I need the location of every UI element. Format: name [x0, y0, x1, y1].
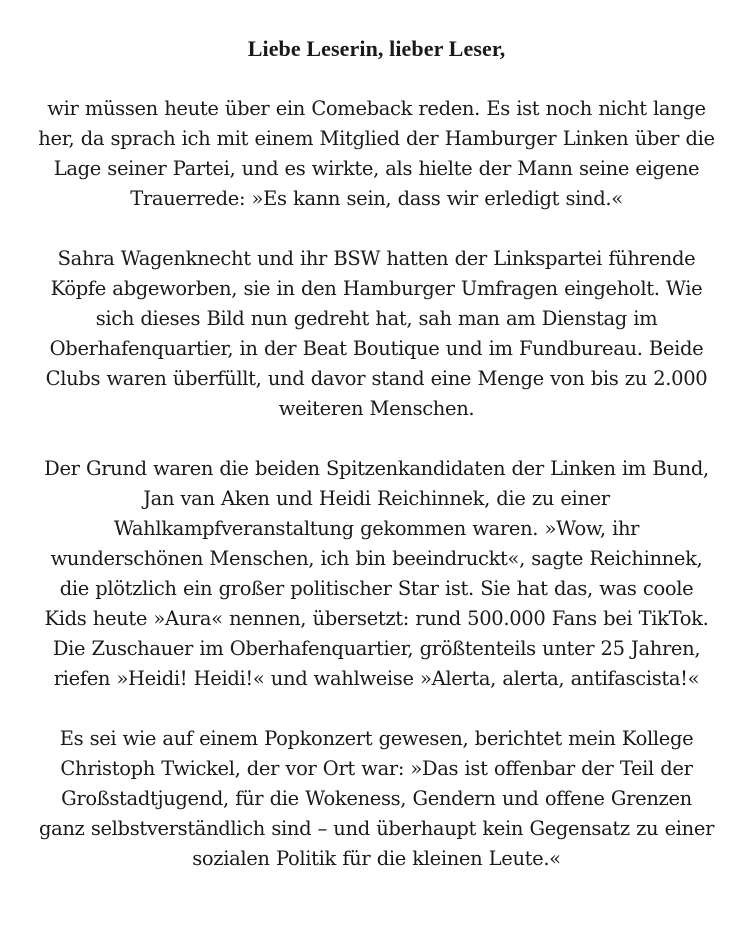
letter-paragraph-3: Der Grund waren die beiden Spitzenkandidaten der Linken im Bund, Jan van Aken und Heidi Reichinnek, die zu einer Wahlkampfveranstaltung gekommen waren. »Wow, ihr wunderschönen Menschen, ich bin beeindruckt«, sagte Reichinnek, die plötzlich ein großer politischer Star ist. Sie hat das, was coole Kids heute »Aura« nennen, übersetzt: rund 500.000 Fans bei TikTok. Die Zuschauer im Oberhafenquartier, größtenteils unter 25 Jahren, riefen »Heidi! Heidi!« und wahlweise »Alerta, alerta, antifascista!« [44, 457, 709, 690]
letter-paragraph-4: Es sei wie auf einem Popkonzert gewesen, berichtet mein Kollege Christoph Twickel, der vor Ort war: »Das ist offenbar der Teil der Großstadtjugend, für die Wokeness, Gendern und offene Grenzen ganz selbstverständlich sind – und überhaupt kein Gegensatz zu einer sozialen Politik für die kleinen Leute.« [38, 727, 715, 870]
letter-paragraph-1: wir müssen heute über ein Comeback reden. Es ist noch nicht lange her, da sprach ich mit einem Mitglied der Hamburger Linken über die Lage seiner Partei, und es wirkte, als hielte der Mann seine eigene Trauerrede: »Es kann sein, dass wir erledigt sind.« [38, 97, 715, 210]
letter-greeting: Liebe Leserin, lieber Leser, [247, 36, 506, 61]
letter-paragraph-2: Sahra Wagenknecht und ihr BSW hatten der Linkspartei führende Köpfe abgeworben, sie in den Hamburger Umfragen eingeholt. Wie sich dieses Bild nun gedreht hat, sah man am Dienstag im Oberhafenquartier, in der Beat Boutique und im Fundbureau. Beide Clubs waren überfüllt, und davor stand eine Menge von bis zu 2.000 weiteren Menschen. [45, 247, 708, 420]
